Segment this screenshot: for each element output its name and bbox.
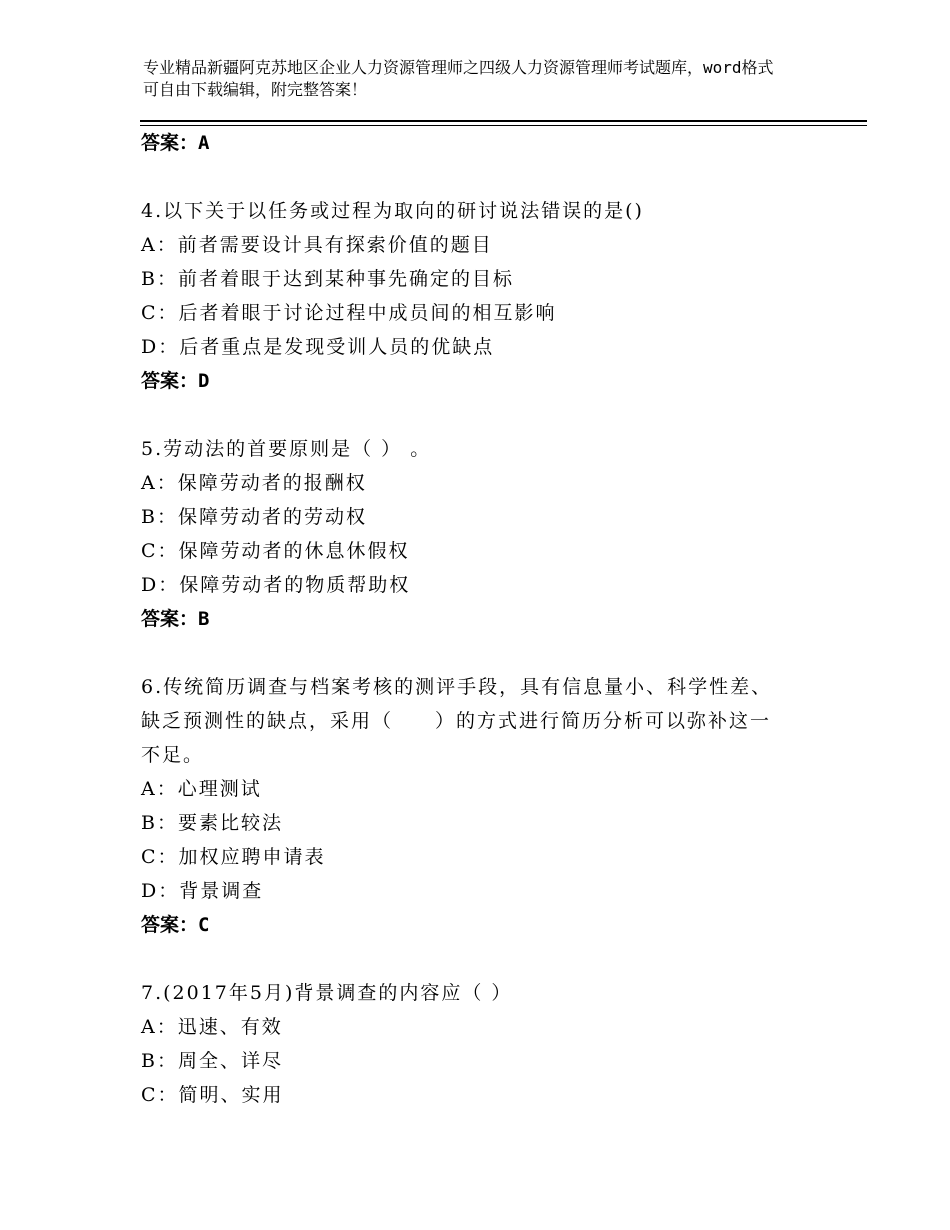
- spacer: [141, 942, 841, 976]
- option-d: D：后者重点是发现受训人员的优缺点: [141, 336, 495, 358]
- option-c: C：后者着眼于讨论过程中成员间的相互影响: [141, 302, 557, 324]
- option-a: A：保障劳动者的报酬权: [141, 472, 367, 494]
- option-a: A：迅速、有效: [141, 1016, 283, 1038]
- question-item: [141, 670, 841, 942]
- option-d: D：背景调查: [141, 880, 264, 902]
- question-text: 不足。: [141, 744, 205, 766]
- spacer: [141, 398, 841, 432]
- header-rule-thick: [140, 120, 867, 122]
- option-b: B：要素比较法: [141, 812, 283, 834]
- spacer: [141, 636, 841, 670]
- option-a: A：心理测试: [141, 778, 262, 800]
- question-item: [141, 194, 841, 398]
- option-c: C：加权应聘申请表: [141, 846, 326, 868]
- option-b: B：保障劳动者的劳动权: [141, 506, 367, 528]
- question-text: 6.传统简历调查与档案考核的测评手段，具有信息量小、科学性差、: [141, 676, 773, 698]
- answer-label: 答案：C: [141, 914, 210, 936]
- option-d: D：保障劳动者的物质帮助权: [141, 574, 411, 596]
- question-text: 7.(2017年5月)背景调查的内容应（ ）: [141, 982, 513, 1004]
- option-c: C：简明、实用: [141, 1084, 284, 1106]
- document-header: 专业精品新疆阿克苏地区企业人力资源管理师之四级人力资源管理师考试题库，word格式可自由下载编辑，附完整答案！: [143, 58, 774, 99]
- question-text: 4.以下关于以任务或过程为取向的研讨说法错误的是(): [141, 200, 644, 222]
- question-item: [141, 432, 841, 636]
- option-b: B：周全、详尽: [141, 1050, 283, 1072]
- question-text: 缺乏预测性的缺点，采用（ ）的方式进行简历分析可以弥补这一: [141, 710, 772, 732]
- answer-label: 答案：D: [141, 370, 210, 392]
- option-a: A：前者需要设计具有探索价值的题目: [141, 234, 493, 256]
- question-text: 5.劳动法的首要原则是（ ） 。: [141, 438, 432, 460]
- answer-label: 答案：A: [141, 132, 210, 154]
- spacer: [141, 160, 841, 194]
- question-list: [141, 126, 841, 1112]
- option-b: B：前者着眼于达到某种事先确定的目标: [141, 268, 514, 290]
- answer-label: 答案：B: [141, 608, 210, 630]
- option-c: C：保障劳动者的休息休假权: [141, 540, 410, 562]
- question-item: [141, 976, 841, 1112]
